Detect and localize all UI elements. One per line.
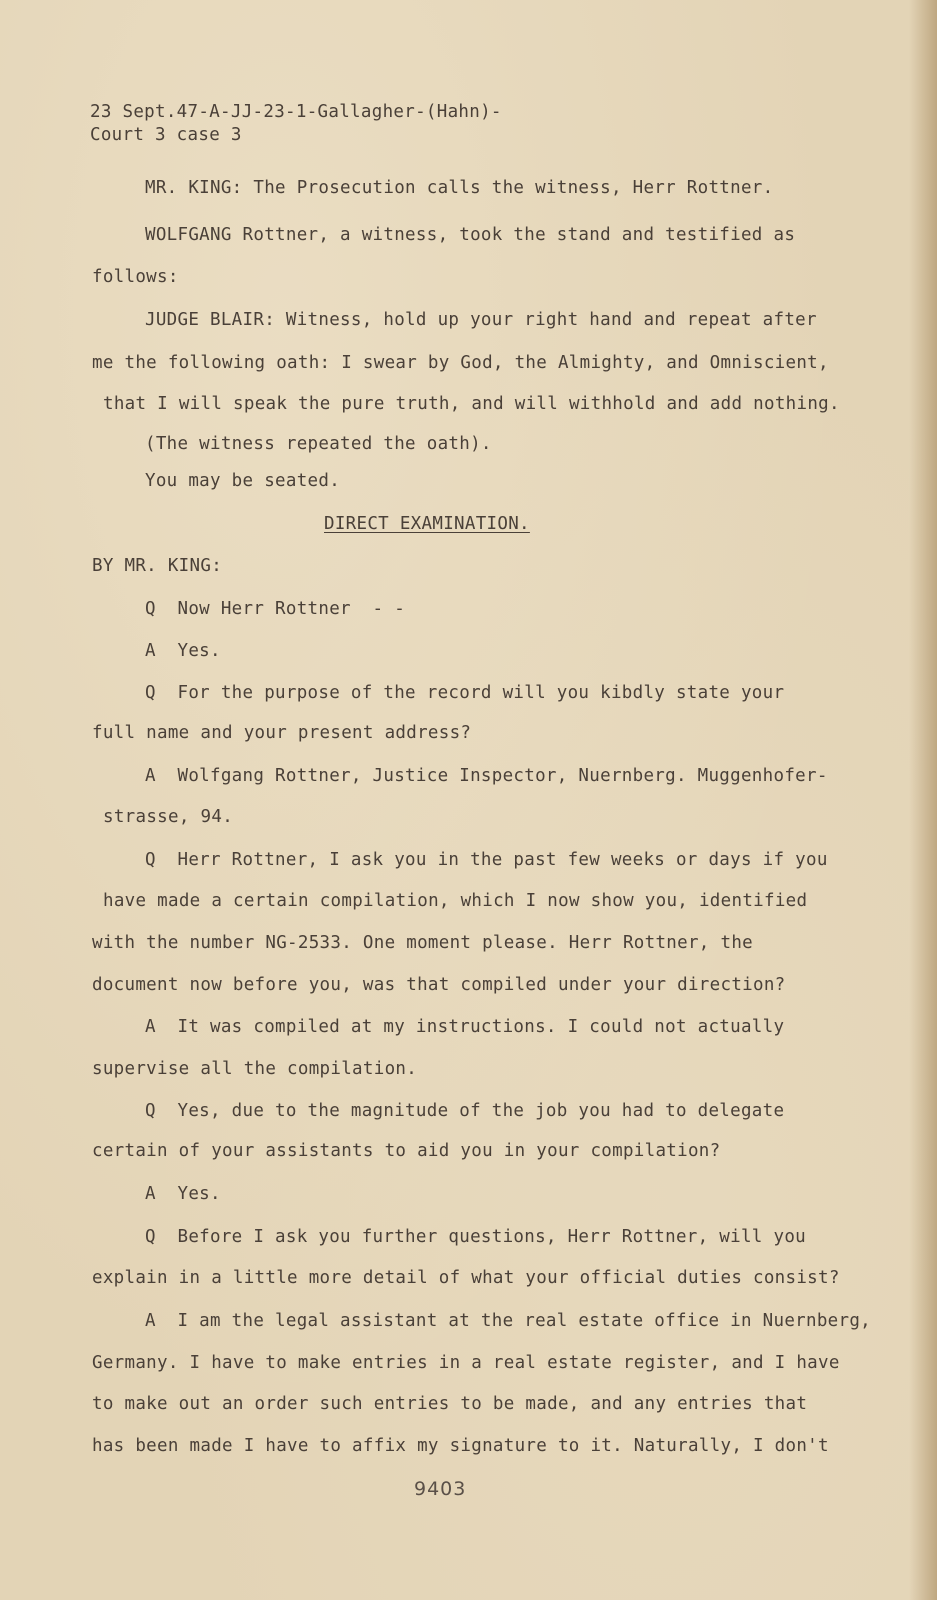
- text-line: (The witness repeated the oath).: [145, 434, 492, 454]
- answer-line: A It was compiled at my instructions. I could not actually: [145, 1017, 785, 1037]
- text-line: follows:: [92, 267, 179, 287]
- text-line: JUDGE BLAIR: Witness, hold up your right hand and repeat after: [145, 310, 817, 330]
- answer-line: A Yes.: [145, 1184, 221, 1204]
- answer-line: A Wolfgang Rottner, Justice Inspector, Nuernberg. Muggenhofer-: [145, 766, 828, 786]
- section-title: DIRECT EXAMINATION.: [324, 514, 530, 534]
- text-line: that I will speak the pure truth, and will withhold and add nothing.: [103, 394, 840, 414]
- answer-line: A I am the legal assistant at the real estate office in Nuernberg,: [145, 1311, 872, 1331]
- text-line: with the number NG-2533. One moment please. Herr Rottner, the: [92, 933, 753, 953]
- text-line: explain in a little more detail of what your official duties consist?: [92, 1268, 840, 1288]
- text-line: WOLFGANG Rottner, a witness, took the stand and testified as: [145, 225, 796, 245]
- page-edge-shadow: [909, 0, 937, 1600]
- question-line: Q Herr Rottner, I ask you in the past few weeks or days if you: [145, 850, 828, 870]
- text-line: have made a certain compilation, which I now show you, identified: [103, 891, 808, 911]
- text-line: You may be seated.: [145, 471, 341, 491]
- text-line: certain of your assistants to aid you in your compilation?: [92, 1141, 721, 1161]
- question-line: Q Now Herr Rottner - -: [145, 599, 406, 619]
- text-line: supervise all the compilation.: [92, 1059, 418, 1079]
- text-line: full name and your present address?: [92, 723, 472, 743]
- question-line: Q Yes, due to the magnitude of the job you had to delegate: [145, 1101, 785, 1121]
- examiner-line: BY MR. KING:: [92, 556, 223, 576]
- question-line: Q Before I ask you further questions, Herr Rottner, will you: [145, 1227, 806, 1247]
- text-line: me the following oath: I swear by God, the Almighty, and Omniscient,: [92, 353, 829, 373]
- page-number: 9403: [414, 1478, 467, 1500]
- text-line: document now before you, was that compiled under your direction?: [92, 975, 786, 995]
- text-line: has been made I have to affix my signature to it. Naturally, I don't: [92, 1436, 829, 1456]
- text-line: to make out an order such entries to be made, and any entries that: [92, 1394, 808, 1414]
- question-line: Q For the purpose of the record will you kibdly state your: [145, 683, 785, 703]
- text-line: Germany. I have to make entries in a real estate register, and I have: [92, 1353, 840, 1373]
- text-line: MR. KING: The Prosecution calls the witness, Herr Rottner.: [145, 178, 774, 198]
- answer-line: A Yes.: [145, 641, 221, 661]
- header-line-2: Court 3 case 3: [90, 125, 242, 145]
- header-line-1: 23 Sept.47-A-JJ-23-1-Gallagher-(Hahn)-: [90, 102, 502, 122]
- text-line: strasse, 94.: [103, 807, 234, 827]
